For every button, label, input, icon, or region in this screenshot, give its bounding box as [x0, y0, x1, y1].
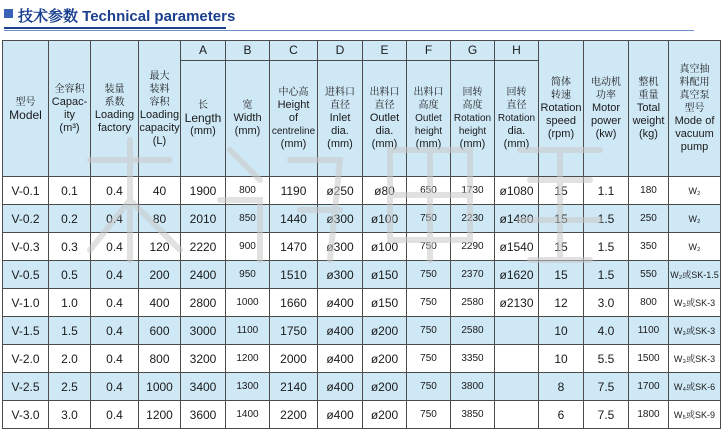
col-header-total-weight: 整机 重量 Total weight (kg) [629, 41, 669, 177]
cell-capacity: 2.5 [49, 373, 91, 401]
cell-length: 2400 [181, 261, 226, 289]
cell-capacity: 1.0 [49, 289, 91, 317]
cell-vacuum-pump: W₄或SK-6 [669, 373, 721, 401]
cell-model: V-0.2 [3, 205, 49, 233]
cell-rotation-dia [495, 345, 539, 373]
cell-capacity: 0.2 [49, 205, 91, 233]
col-header-loading-capacity: 最大 装料 容积 Loading capacity (L) [139, 41, 181, 177]
cell-width: 1400 [226, 401, 270, 429]
cell-loading-capacity: 40 [139, 177, 181, 205]
cell-rotation-speed: 8 [539, 373, 584, 401]
table-row [3, 177, 721, 205]
cell-motor-power: 7.5 [584, 401, 629, 429]
cell-outlet-height: 750 [407, 289, 451, 317]
cell-vacuum-pump: W₂ [669, 177, 721, 205]
cell-inlet-dia: ø300 [318, 205, 363, 233]
cell-outlet-dia: ø200 [363, 373, 407, 401]
col-header-outlet-height: 出料口 高度 Outlet height (mm) [407, 61, 451, 177]
cell-outlet-dia: ø200 [363, 345, 407, 373]
cell-length: 3400 [181, 373, 226, 401]
cell-rotation-dia: ø1080 [495, 177, 539, 205]
cell-outlet-height: 650 [407, 177, 451, 205]
col-letter-d: D [318, 41, 363, 61]
cell-rotation-dia [495, 401, 539, 429]
cell-capacity: 1.5 [49, 317, 91, 345]
cell-width: 1000 [226, 289, 270, 317]
table-row [3, 345, 721, 373]
col-header-loading-factor: 装量 系数 Loading factory [91, 41, 139, 177]
table-row [3, 373, 721, 401]
cell-vacuum-pump: W₂ [669, 233, 721, 261]
cell-rotation-speed: 10 [539, 345, 584, 373]
cell-length: 2220 [181, 233, 226, 261]
cell-motor-power: 7.5 [584, 373, 629, 401]
col-header-rotation-dia: 回转 直径 Rotation dia. (mm) [495, 61, 539, 177]
cell-outlet-dia: ø200 [363, 401, 407, 429]
cell-total-weight: 350 [629, 233, 669, 261]
col-letter-a: A [181, 41, 226, 61]
cell-loading-factor: 0.4 [91, 373, 139, 401]
cell-outlet-height: 750 [407, 317, 451, 345]
cell-rotation-height: 2580 [451, 289, 495, 317]
col-header-rotation-height: 回转 高度 Rotation height (mm) [451, 61, 495, 177]
cell-centre-height: 1190 [270, 177, 318, 205]
cell-inlet-dia: ø400 [318, 401, 363, 429]
cell-centre-height: 1470 [270, 233, 318, 261]
cell-capacity: 2.0 [49, 345, 91, 373]
cell-width: 1300 [226, 373, 270, 401]
cell-outlet-height: 750 [407, 373, 451, 401]
cell-length: 2800 [181, 289, 226, 317]
cell-rotation-height: 2290 [451, 233, 495, 261]
cell-motor-power: 3.0 [584, 289, 629, 317]
cell-loading-capacity: 400 [139, 289, 181, 317]
col-header-model: 型号 Model [3, 41, 49, 177]
cell-model: V-3.0 [3, 401, 49, 429]
cell-vacuum-pump: W₃或SK-3 [669, 345, 721, 373]
cell-total-weight: 1800 [629, 401, 669, 429]
cell-motor-power: 1.5 [584, 233, 629, 261]
col-letter-h: H [495, 41, 539, 61]
cell-rotation-dia: ø1480 [495, 205, 539, 233]
col-header-outlet: 出料口 直径 Outlet dia. (mm) [363, 61, 407, 177]
col-header-vacuum-pump: 真空抽 料配用 真空泵 型号 Mode of vacuum pump [669, 41, 721, 177]
cell-model: V-2.5 [3, 373, 49, 401]
cell-inlet-dia: ø300 [318, 261, 363, 289]
table-row [3, 233, 721, 261]
cell-loading-capacity: 120 [139, 233, 181, 261]
cell-rotation-height: 2230 [451, 205, 495, 233]
cell-inlet-dia: ø400 [318, 317, 363, 345]
col-header-inlet: 进料口 直径 Inlet dia. (mm) [318, 61, 363, 177]
cell-centre-height: 1660 [270, 289, 318, 317]
cell-inlet-dia: ø400 [318, 345, 363, 373]
cell-loading-factor: 0.4 [91, 345, 139, 373]
cell-length: 3200 [181, 345, 226, 373]
cell-rotation-dia: ø1540 [495, 233, 539, 261]
cell-loading-capacity: 80 [139, 205, 181, 233]
cell-rotation-speed: 12 [539, 289, 584, 317]
cell-rotation-dia [495, 373, 539, 401]
cell-loading-capacity: 800 [139, 345, 181, 373]
cell-loading-factor: 0.4 [91, 317, 139, 345]
col-header-length: 长 Length (mm) [181, 61, 226, 177]
col-header-capacity: 全容积 Capac- ity (m³) [49, 41, 91, 177]
col-header-centre-height: 中心高 Height of centreline (mm) [270, 61, 318, 177]
cell-rotation-dia [495, 317, 539, 345]
cell-outlet-height: 750 [407, 205, 451, 233]
cell-total-weight: 1500 [629, 345, 669, 373]
cell-loading-factor: 0.4 [91, 289, 139, 317]
cell-vacuum-pump: W₂或SK-1.5 [669, 261, 721, 289]
cell-rotation-dia: ø2130 [495, 289, 539, 317]
cell-centre-height: 1440 [270, 205, 318, 233]
cell-motor-power: 4.0 [584, 317, 629, 345]
col-header-width: 宽 Width (mm) [226, 61, 270, 177]
cell-inlet-dia: ø300 [318, 233, 363, 261]
cell-loading-factor: 0.4 [91, 233, 139, 261]
cell-rotation-height: 2370 [451, 261, 495, 289]
cell-inlet-dia: ø250 [318, 177, 363, 205]
cell-motor-power: 1.1 [584, 177, 629, 205]
cell-width: 800 [226, 177, 270, 205]
table-body [3, 177, 721, 429]
cell-rotation-speed: 15 [539, 205, 584, 233]
cell-outlet-dia: ø100 [363, 205, 407, 233]
cell-outlet-dia: ø80 [363, 177, 407, 205]
cell-width: 950 [226, 261, 270, 289]
header-letter-row [3, 41, 721, 61]
page-title: 技术参数 Technical parameters [18, 8, 236, 25]
cell-motor-power: 1.5 [584, 205, 629, 233]
cell-rotation-height: 3800 [451, 373, 495, 401]
cell-rotation-height: 3850 [451, 401, 495, 429]
cell-loading-capacity: 1000 [139, 373, 181, 401]
table-row [3, 261, 721, 289]
title-underline [4, 27, 226, 29]
table-row [3, 289, 721, 317]
cell-rotation-height: 2580 [451, 317, 495, 345]
cell-vacuum-pump: W₅或SK-9 [669, 401, 721, 429]
cell-rotation-speed: 15 [539, 261, 584, 289]
col-letter-g: G [451, 41, 495, 61]
cell-loading-factor: 0.4 [91, 261, 139, 289]
cell-centre-height: 2200 [270, 401, 318, 429]
title-divider [4, 30, 694, 31]
cell-length: 3600 [181, 401, 226, 429]
cell-total-weight: 1700 [629, 373, 669, 401]
cell-width: 1100 [226, 317, 270, 345]
cell-loading-factor: 0.4 [91, 401, 139, 429]
title-bar [0, 0, 700, 28]
cell-centre-height: 1510 [270, 261, 318, 289]
cell-total-weight: 800 [629, 289, 669, 317]
col-letter-b: B [226, 41, 270, 61]
cell-vacuum-pump: W₃或SK-3 [669, 317, 721, 345]
cell-model: V-0.1 [3, 177, 49, 205]
table-row [3, 317, 721, 345]
cell-length: 1900 [181, 177, 226, 205]
cell-outlet-height: 750 [407, 401, 451, 429]
cell-width: 1200 [226, 345, 270, 373]
cell-rotation-speed: 15 [539, 233, 584, 261]
title-bullet-icon [4, 9, 13, 18]
cell-capacity: 3.0 [49, 401, 91, 429]
cell-vacuum-pump: W₂ [669, 205, 721, 233]
cell-loading-capacity: 1200 [139, 401, 181, 429]
cell-outlet-dia: ø200 [363, 317, 407, 345]
cell-model: V-2.0 [3, 345, 49, 373]
cell-capacity: 0.3 [49, 233, 91, 261]
cell-loading-factor: 0.4 [91, 205, 139, 233]
col-letter-e: E [363, 41, 407, 61]
cell-outlet-height: 750 [407, 261, 451, 289]
cell-rotation-height: 3350 [451, 345, 495, 373]
cell-outlet-height: 750 [407, 345, 451, 373]
cell-model: V-1.5 [3, 317, 49, 345]
table-row [3, 401, 721, 429]
cell-width: 850 [226, 205, 270, 233]
cell-centre-height: 1750 [270, 317, 318, 345]
cell-total-weight: 250 [629, 205, 669, 233]
cell-length: 2010 [181, 205, 226, 233]
cell-motor-power: 5.5 [584, 345, 629, 373]
cell-vacuum-pump: W₃或SK-3 [669, 289, 721, 317]
cell-inlet-dia: ø400 [318, 289, 363, 317]
technical-parameters-table [2, 40, 721, 429]
cell-inlet-dia: ø400 [318, 373, 363, 401]
table-row [3, 205, 721, 233]
cell-loading-factor: 0.4 [91, 177, 139, 205]
cell-outlet-dia: ø100 [363, 233, 407, 261]
cell-capacity: 0.1 [49, 177, 91, 205]
cell-rotation-speed: 15 [539, 177, 584, 205]
cell-model: V-0.3 [3, 233, 49, 261]
cell-rotation-speed: 6 [539, 401, 584, 429]
cell-outlet-dia: ø150 [363, 261, 407, 289]
cell-total-weight: 180 [629, 177, 669, 205]
cell-total-weight: 1100 [629, 317, 669, 345]
cell-total-weight: 550 [629, 261, 669, 289]
col-header-rotation-speed: 简体 转速 Rotation speed (rpm) [539, 41, 584, 177]
cell-model: V-0.5 [3, 261, 49, 289]
cell-centre-height: 2000 [270, 345, 318, 373]
cell-rotation-height: 1730 [451, 177, 495, 205]
col-letter-f: F [407, 41, 451, 61]
col-header-motor-power: 电动机 功率 Motor power (kw) [584, 41, 629, 177]
cell-model: V-1.0 [3, 289, 49, 317]
cell-centre-height: 2140 [270, 373, 318, 401]
cell-outlet-dia: ø150 [363, 289, 407, 317]
cell-length: 3000 [181, 317, 226, 345]
cell-motor-power: 1.5 [584, 261, 629, 289]
cell-outlet-height: 750 [407, 233, 451, 261]
cell-rotation-dia: ø1620 [495, 261, 539, 289]
cell-loading-capacity: 600 [139, 317, 181, 345]
col-letter-c: C [270, 41, 318, 61]
cell-width: 900 [226, 233, 270, 261]
cell-loading-capacity: 200 [139, 261, 181, 289]
cell-capacity: 0.5 [49, 261, 91, 289]
cell-rotation-speed: 10 [539, 317, 584, 345]
